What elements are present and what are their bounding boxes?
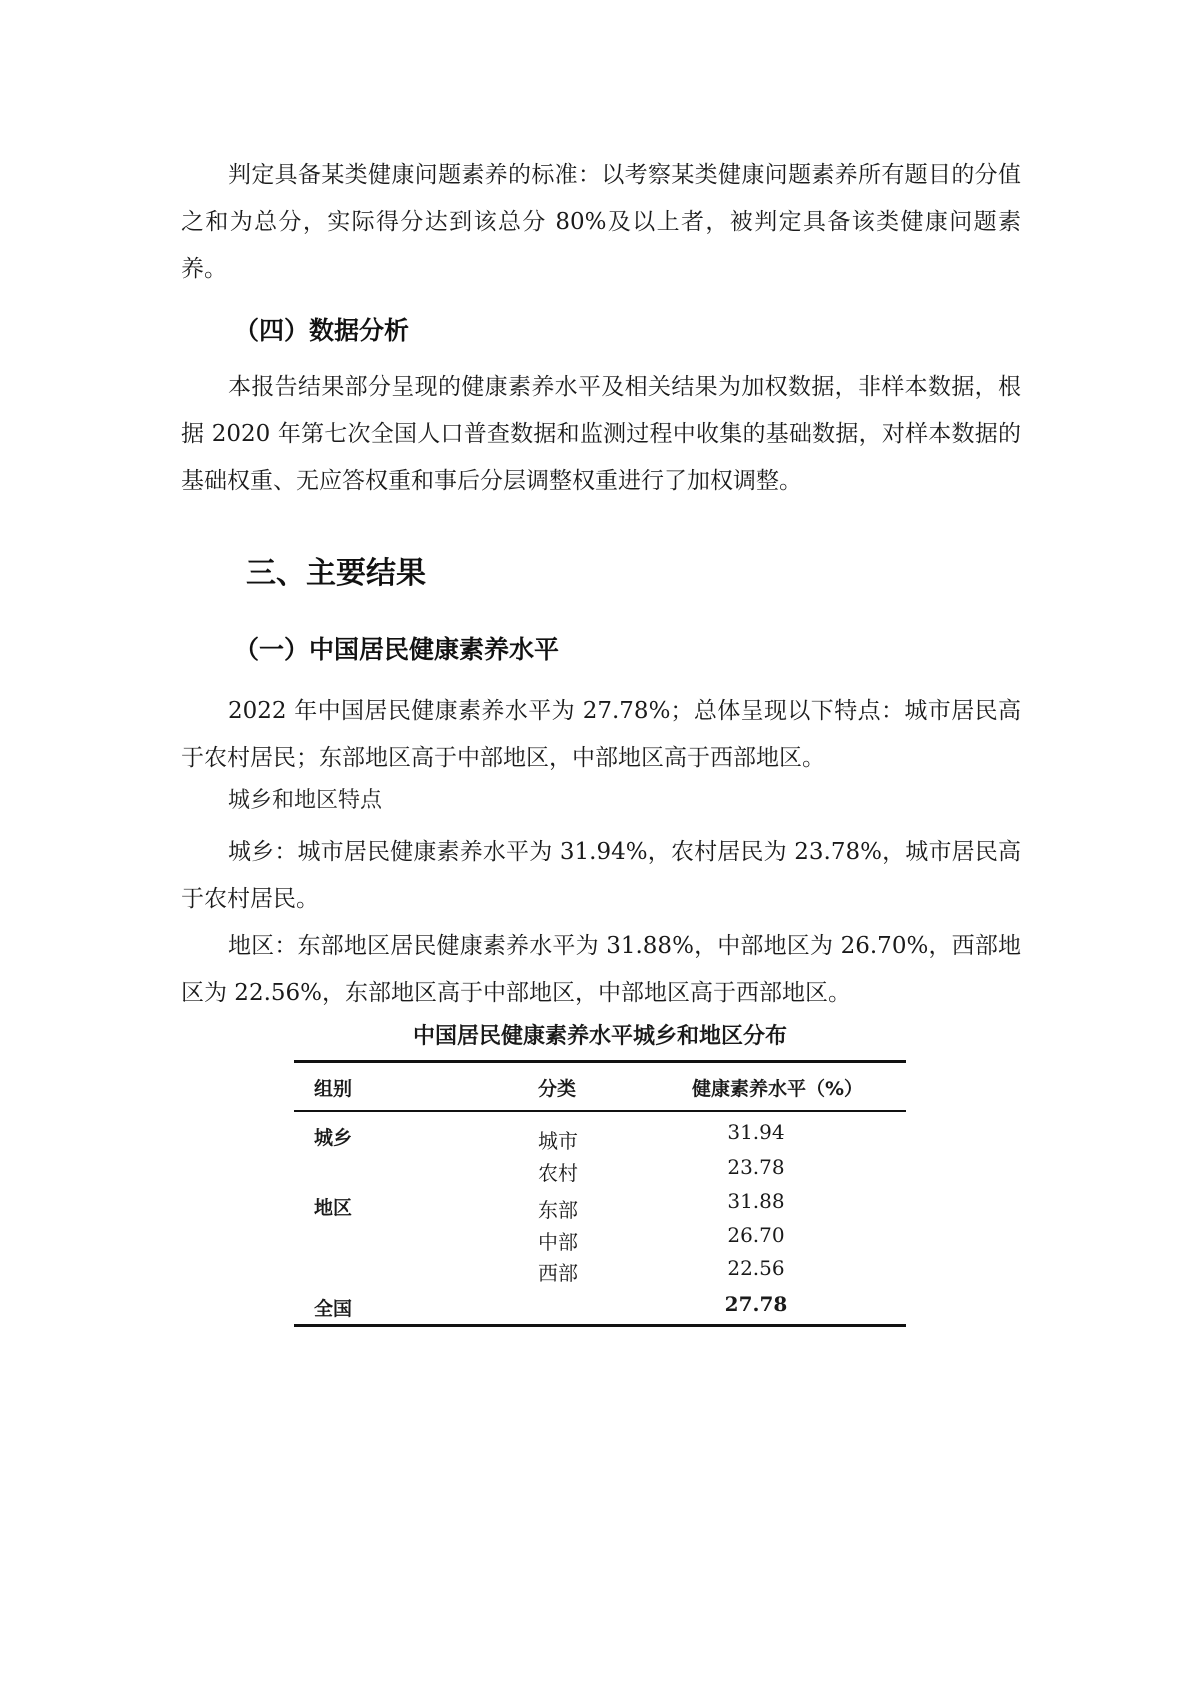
group-urban-rural: 城乡 <box>314 1127 353 1149</box>
heading-data-analysis: （四）数据分析 <box>234 316 410 345</box>
table-row-value: 22.56 <box>727 1256 785 1280</box>
table-row-value: 31.88 <box>727 1189 785 1213</box>
table-row-value: 31.94 <box>727 1120 785 1144</box>
subheading-urban-rural-region: 城乡和地区特点 <box>228 788 383 813</box>
table-bottom-rule <box>294 1324 906 1327</box>
table-row-category: 农村 <box>538 1161 578 1185</box>
table-title: 中国居民健康素养水平城乡和地区分布 <box>412 1024 787 1049</box>
heading-main-results: 三、主要结果 <box>246 556 426 591</box>
table-row-value: 26.70 <box>727 1223 785 1247</box>
table-row-category: 城市 <box>538 1129 578 1153</box>
table-row-value: 23.78 <box>727 1155 785 1179</box>
paragraph-overall-level: 2022 年中国居民健康素养水平为 27.78%；总体呈现以下特点：城市居民高于农村居民；东部地区高于中部地区，中部地区高于西部地区。 <box>181 698 1021 771</box>
paragraph-literacy-criteria: 判定具备某类健康问题素养的标准：以考察某类健康问题素养所有题目的分值之和为总分，实际得分达到该总分 80%及以上者，被判定具备该类健康问题素养。 <box>181 162 1021 282</box>
table-row-category: 西部 <box>538 1261 578 1285</box>
group-national: 全国 <box>314 1298 353 1320</box>
table-row-category: 中部 <box>538 1230 578 1254</box>
header-category: 分类 <box>538 1078 577 1100</box>
literacy-distribution-table <box>294 1060 906 1330</box>
group-region: 地区 <box>314 1197 353 1219</box>
heading-china-literacy-level: （一）中国居民健康素养水平 <box>234 635 560 664</box>
paragraph-data-analysis: 本报告结果部分呈现的健康素养水平及相关结果为加权数据，非样本数据，根据 2020 年第七次全国人口普查数据和监测过程中收集的基础数据，对样本数据的基础权重、无应答权重和事后分层调整权重进行了加权调整。 <box>181 374 1021 494</box>
header-value: 健康素养水平（%） <box>692 1078 864 1100</box>
paragraph-region: 地区：东部地区居民健康素养水平为 31.88%，中部地区为 26.70%，西部地区为 22.56%，东部地区高于中部地区，中部地区高于西部地区。 <box>181 933 1021 1006</box>
national-value: 27.78 <box>724 1292 788 1316</box>
header-group: 组别 <box>314 1078 353 1100</box>
paragraph-urban-rural: 城乡：城市居民健康素养水平为 31.94%，农村居民为 23.78%，城市居民高于农村居民。 <box>181 839 1021 912</box>
table-top-rule <box>294 1060 906 1063</box>
table-header-rule <box>294 1110 906 1112</box>
table-row-category: 东部 <box>538 1198 578 1222</box>
